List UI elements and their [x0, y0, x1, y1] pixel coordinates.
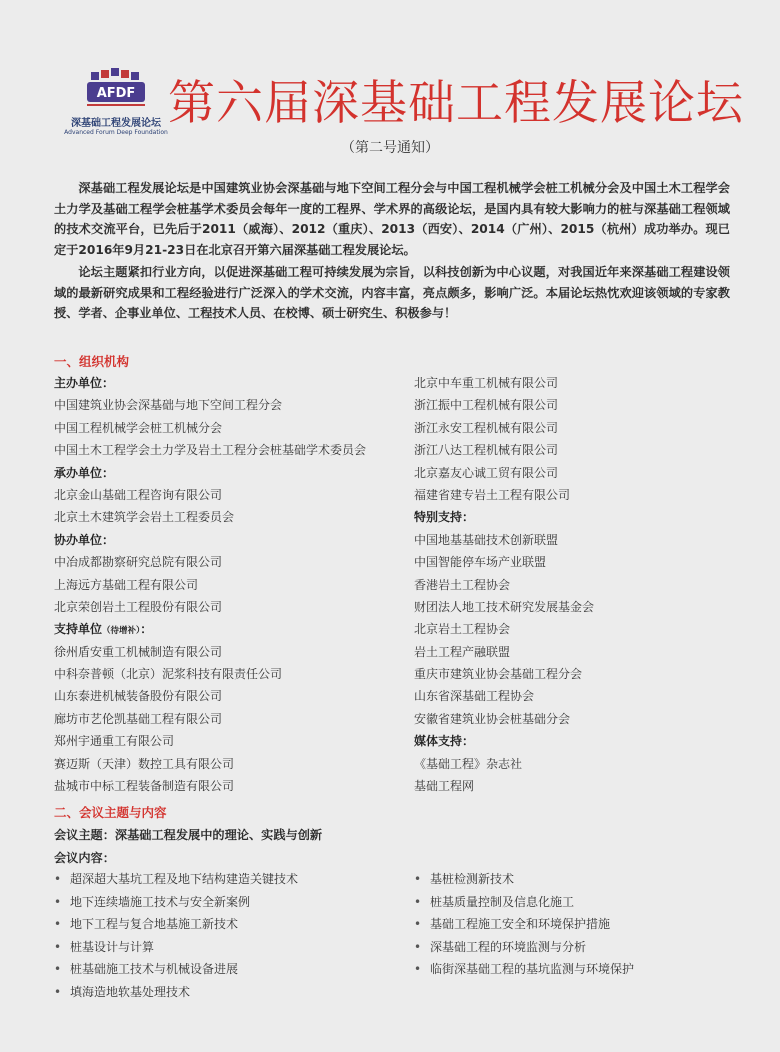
topic-text: 桩基础施工技术与机械设备进展: [70, 962, 239, 977]
topics-left-list: [54, 868, 394, 1004]
logo-abbr: AFDF: [96, 86, 136, 101]
org-entry-text: 北京荣创岩土工程股份有限公司: [54, 599, 223, 614]
org-entry: [54, 551, 404, 573]
bullet-icon: •: [414, 894, 422, 909]
org-entry-text: 中国工程机械学会桩工机械分会: [54, 420, 223, 435]
org-entry: [54, 641, 404, 663]
org-entry-text: 中国土木工程学会土力学及岩土工程分会桩基础学术委员会: [54, 443, 367, 458]
logo-chinese-name: 深基础工程发展论坛: [71, 118, 161, 129]
topic-text: 深基础工程的环境监测与分析: [430, 939, 587, 954]
org-entry-text: 中国建筑业协会深基础与地下空间工程分会: [54, 398, 283, 413]
forum-logo: [62, 66, 170, 136]
bullet-icon: •: [54, 872, 62, 886]
notice-subtitle: （第二号通知）: [341, 140, 439, 156]
org-entry-text: 山东泰进机械装备股份有限公司: [54, 689, 223, 704]
org-entry-text: 上海远方基础工程有限公司: [54, 577, 199, 592]
org-entry-text: 郑州宇通重工有限公司: [54, 734, 175, 749]
org-group-suffix: ：: [140, 622, 153, 637]
org-group-label-text: 媒体支持：: [414, 734, 475, 749]
org-entry-text: 北京土木建筑学会岩土工程委员会: [54, 510, 235, 525]
org-entry-text: 中国地基基础技术创新联盟: [414, 532, 559, 547]
org-entry: [54, 574, 404, 596]
org-entry: [414, 685, 744, 707]
org-entry: [414, 417, 744, 439]
org-entry: [54, 439, 404, 461]
org-entry: [54, 775, 404, 797]
org-entry: [54, 730, 404, 752]
bullet-icon: •: [54, 984, 62, 999]
org-entry-text: 浙江振中工程机械有限公司: [414, 398, 559, 413]
bullet-icon: •: [54, 939, 62, 954]
org-entry-text: 岩土工程产融联盟: [414, 644, 511, 659]
topic-text: 地下工程与复合地基施工新技术: [70, 917, 239, 932]
org-entry-text: 廊坊市艺伦凯基础工程有限公司: [54, 711, 223, 726]
org-entry: [414, 439, 744, 461]
logo-english-name: Advanced Forum Deep Foundation: [64, 129, 168, 136]
org-entry-text: 《基础工程》杂志社: [414, 756, 523, 771]
topic-item: [414, 913, 744, 936]
org-entry-text: 福建省建专岩土工程有限公司: [414, 487, 571, 502]
topic-item: [414, 891, 744, 914]
org-group-note: （待增补）: [102, 626, 141, 637]
bullet-icon: •: [54, 917, 62, 932]
org-group-label: [54, 529, 404, 551]
org-entry-text: 财团法人地工技术研究发展基金会: [414, 599, 595, 614]
org-entry-text: 中科奈普顿（北京）泥浆科技有限责任公司: [54, 667, 283, 682]
org-entry: [54, 417, 404, 439]
organization-right-column: [414, 372, 744, 797]
org-group-label-text: 特别支持：: [414, 510, 475, 525]
org-entry-text: 浙江八达工程机械有限公司: [414, 443, 559, 458]
org-entry: [414, 529, 744, 551]
topic-text: 桩基设计与计算: [70, 939, 155, 954]
topic-item: [54, 913, 394, 936]
topic-item: [414, 868, 744, 891]
org-entry: [54, 753, 404, 775]
org-group-label: [54, 372, 404, 394]
org-entry-text: 北京岩土工程协会: [414, 622, 511, 637]
org-entry: [414, 596, 744, 618]
topic-item: [54, 958, 394, 981]
topics-right-list: [414, 868, 744, 981]
org-group-label: [54, 618, 404, 640]
org-entry-text: 中冶成都勘察研究总院有限公司: [54, 555, 223, 570]
org-group-label: [414, 730, 744, 752]
org-entry-text: 浙江永安工程机械有限公司: [414, 420, 559, 435]
org-entry-text: 盐城市中标工程装备制造有限公司: [54, 779, 235, 794]
org-group-label: [54, 462, 404, 484]
bullet-icon: •: [54, 962, 62, 977]
org-entry: [54, 506, 404, 528]
org-entry-text: 山东省深基础工程协会: [414, 689, 535, 704]
org-entry-text: 徐州盾安重工机械制造有限公司: [54, 644, 223, 659]
topic-item: [54, 891, 394, 914]
org-group-label: [414, 506, 744, 528]
org-entry: [54, 484, 404, 506]
topic-item: [54, 981, 394, 1004]
org-entry: [54, 394, 404, 416]
intro-text: [54, 178, 730, 326]
org-entry: [414, 372, 744, 394]
topic-text: 临街深基础工程的基坑监测与环境保护: [430, 962, 635, 977]
page-title: 第六届深基础工程发展论坛: [168, 76, 744, 131]
org-entry-text: 基础工程网: [414, 779, 475, 794]
topic-text: 填海造地软基处理技术: [70, 984, 191, 999]
org-entry: [414, 484, 744, 506]
intro-paragraph-1: 深基础工程发展论坛是中国建筑业协会深基础与地下空间工程分会与中国工程机械学会桩工机械分会及中国土木工程学会土力学及基础工程学会桩基学术委员会每年一度的工程界、学术界的高级论坛，是国内具有较大影响力的桩与深基础工程领域的技术交流平台，已先后于2011（威海）、2012（重庆）、2013（西安）、2014（广州）、2015（杭州）成功举办。现已定于2016年9月21-23日在北京召开第六届深基础工程发展论坛。: [54, 181, 730, 257]
org-entry: [414, 462, 744, 484]
org-entry-text: 香港岩土工程协会: [414, 577, 511, 592]
org-entry-text: 北京金山基础工程咨询有限公司: [54, 487, 223, 502]
logo-badge: [81, 66, 151, 112]
theme-block: [54, 824, 322, 870]
header: [0, 58, 780, 138]
org-entry: [414, 574, 744, 596]
org-group-label-text: 承办单位：: [54, 465, 115, 480]
bullet-icon: •: [414, 962, 422, 977]
org-entry: [414, 641, 744, 663]
organization-left-column: [54, 372, 404, 797]
topic-text: 基础工程施工安全和环境保护措施: [430, 917, 611, 932]
topic-text: 超深超大基坑工程及地下结构建造关键技术: [70, 872, 299, 886]
org-entry: [414, 775, 744, 797]
bullet-icon: •: [54, 894, 62, 909]
org-entry: [54, 596, 404, 618]
org-entry: [54, 708, 404, 730]
topic-text: 桩基质量控制及信息化施工: [430, 894, 575, 909]
org-entry-text: 北京中车重工机械有限公司: [414, 376, 559, 390]
org-group-label-text: 支持单位: [54, 622, 103, 637]
org-entry-text: 赛迈斯（天津）数控工具有限公司: [54, 756, 235, 771]
org-entry-text: 中国智能停车场产业联盟: [414, 555, 547, 570]
org-entry: [414, 708, 744, 730]
section-heading-organization: 一、组织机构: [54, 354, 130, 369]
bullet-icon: •: [414, 872, 422, 886]
bullet-icon: •: [414, 939, 422, 954]
org-entry-text: 安徽省建筑业协会桩基础分会: [414, 711, 571, 726]
org-entry: [414, 753, 744, 775]
org-entry: [414, 663, 744, 685]
topic-text: 基桩检测新技术: [430, 872, 515, 886]
org-entry-text: 北京嘉友心诚工贸有限公司: [414, 465, 559, 480]
org-entry: [54, 685, 404, 707]
org-entry: [54, 663, 404, 685]
intro-paragraph-2: 论坛主题紧扣行业方向，以促进深基础工程可持续发展为宗旨，以科技创新为中心议题，对我国近年来深基础工程建设领域的最新研究成果和工程经验进行广泛深入的学术交流，内容丰富，亮点颇多，影响广泛。本届论坛热忱欢迎该领域的专家教授、学者、企事业单位、工程技术人员、在校博、硕士研究生、积极参与！: [54, 265, 730, 320]
org-group-label-text: 主办单位：: [54, 376, 115, 390]
topic-item: [414, 936, 744, 959]
section-heading-theme: 二、会议主题与内容: [54, 805, 167, 820]
meeting-theme: 会议主题：深基础工程发展中的理论、实践与创新: [54, 828, 323, 842]
org-group-label-text: 协办单位：: [54, 532, 115, 547]
org-entry: [414, 551, 744, 573]
topic-text: 地下连续墙施工技术与安全新案例: [70, 894, 251, 909]
topic-item: [54, 936, 394, 959]
topic-item: [54, 868, 394, 891]
org-entry-text: 重庆市建筑业协会基础工程分会: [414, 667, 583, 682]
org-entry: [414, 618, 744, 640]
bullet-icon: •: [414, 917, 422, 932]
topic-item: [414, 958, 744, 981]
meeting-content-label: 会议内容：: [54, 851, 115, 865]
org-entry: [414, 394, 744, 416]
